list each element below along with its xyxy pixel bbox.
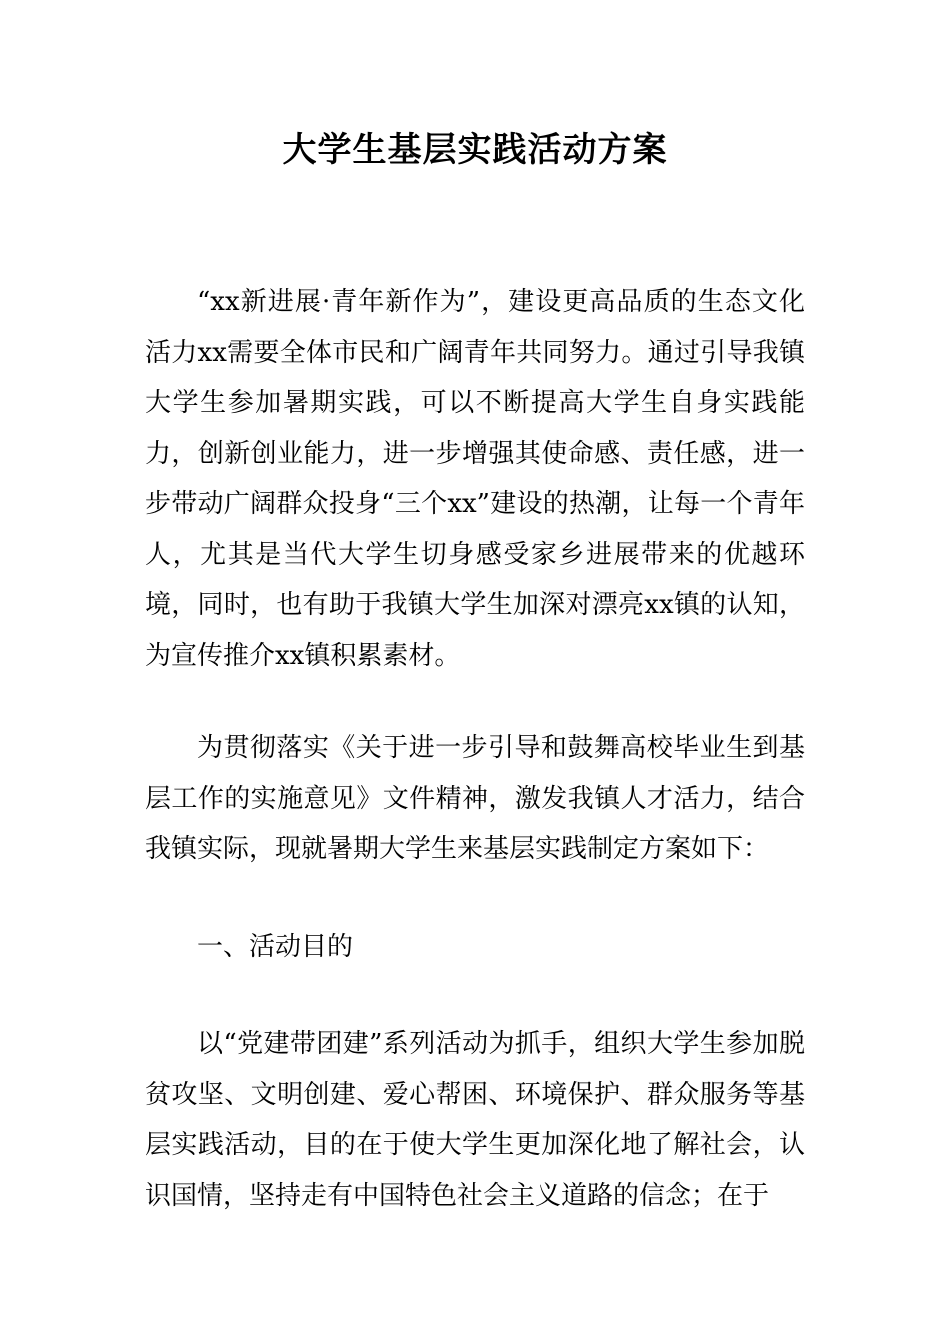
objective-paragraph: 以“党建带团建”系列活动为抓手，组织大学生参加脱贫攻坚、文明创建、爱心帮困、环境保护、群众服务等基层实践活动，目的在于使大学生更加深化地了解社会，认识国情，坚持走有中国特色社会主义道路的信念；在于 <box>145 1029 805 1211</box>
document-title: 大学生基层实践活动方案 <box>282 130 668 170</box>
section-heading-objective: 一、活动目的 <box>197 932 354 962</box>
purpose-paragraph: 为贯彻落实《关于进一步引导和鼓舞高校毕业生到基层工作的实施意见》文件精神，激发我镇人才活力，结合我镇实际，现就暑期大学生来基层实践制定方案如下： <box>145 733 805 864</box>
intro-paragraph: “xx新进展·青年新作为”，建设更高品质的生态文化活力xx需要全体市民和广阔青年共同努力。通过引导我镇大学生参加暑期实践，可以不断提高大学生自身实践能力，创新创业能力，进一步增强其使命感、责任感，进一步带动广阔群众投身“三个xx”建设的热潮，让每一个青年人，尤其是当代大学生切身感受家乡进展带来的优越环境，同时，也有助于我镇大学生加深对漂亮xx镇的认知，为宣传推介xx镇积累素材。 <box>145 287 805 671</box>
